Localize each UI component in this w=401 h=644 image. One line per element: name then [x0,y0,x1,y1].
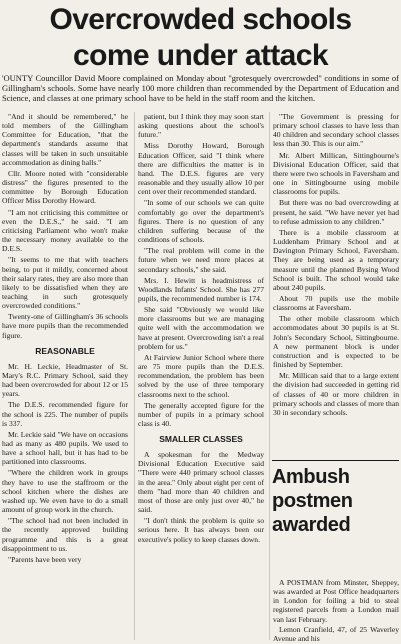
column-1-paragraphs [2,112,128,340]
column-2-continued [138,450,264,544]
sidebar-headline: Ambush postmen awarded [272,466,353,536]
article-paragraph: The D.E.S. recommended figure for the school is 225. The number of pupils is 337. [2,400,128,428]
subhead-smaller-classes: SMALLER CLASSES [159,434,243,445]
article-paragraph: There is a mobile classroom at Luddenham Primary School and at Davington Primary School, Faversham. They are being used as a temporary measure until the planned Bysing Wood School is built. The school would take about 240 pupils. [273,227,399,292]
article-paragraph: Mr. Albert Millican, Sittingbourne's Divisional Education Officer, said that there were two schools in Faversham and one in Sittingbourne using mobile classrooms for pupils. [273,150,399,197]
sidebar-rule [272,460,399,461]
article-paragraph: "It seems to me that with teachers being, to put it mildly, concerned about their salary rates, they are also more than likely to be dissatisfied when they are teaching in such grotesquely overcrowded conditions." [2,255,128,311]
article-paragraph: Twenty-one of Gillingham's 36 schools have more pupils than the recommended figure. [2,312,128,340]
article-paragraph: Mrs. I. Hewitt is headmistress of Woodlands Infants' School. She has 277 pupils, the recommended number is 174. [138,275,264,303]
article-paragraph: A spokesman for the Medway Divisional Education Executive said "There were 440 primary school classes in the area." Only about eight per cent of them "had more than 40 children and most of those are only just over 40," he said. [138,450,264,515]
column-rule [269,112,270,640]
sidebar-body [273,578,399,644]
article-paragraph: "I am not criticising this committee or even the D.E.S.," he said. "I am criticising Parliament who won't make the necessary money available to the D.E.S. [2,207,128,254]
article-column-3 [273,112,399,419]
article-paragraph: About 70 pupils use the mobile classrooms at Faversham. [273,293,399,313]
sidebar-paragraph: A POSTMAN from Minster, Sheppey, was awarded at Post Office headquarters in London for foiling a bid to steal registered parcels from a London mail van last February. [273,578,399,624]
article-paragraph: Miss Dorothy Howard, Borough Education Officer, said "I think where there are difficulties the matter is in hand. The D.E.S. figures are very reasonable and they usually allow 10 per cent over their recommended standard. [138,141,264,197]
article-paragraph: Mr. H. Leckie, Headmaster of St. Mary's R.C. Primary School, said they had been overcrowded for about 12 or 15 years. [2,361,128,399]
article-paragraph: "Parents have been very [8,554,82,564]
article-paragraph: "The real problem will come in the future when we need more places at secondary schools," she said. [138,246,264,274]
article-paragraph: patient, but I think they may soon start asking questions about the school's future." [138,112,264,140]
article-column-2 [138,112,264,546]
article-paragraph: "The Government is pressing for primary school classes to have less than 40 children and secondary school classes less than 30. This is our aim." [273,112,399,149]
article-paragraph: Cllr. Moore noted with "considerable distress" the figures presented to the committee by Borough Education Officer Miss Dorothy Howard. [2,168,128,206]
column-3-paragraphs [273,112,399,417]
article-paragraph: "In some of our schools we can quite comfortably go over the department's figures. There is no question of any children suffering because of the conditions of schools. [138,198,264,245]
article-paragraph: Mr. Millican said that to a large extent the division had succeeded in getting rid of classes of 40 or more children in primary schools and classes of more than 30 in secondary schools. [273,371,399,417]
sidebar-paragraph: Lemon Cranfield, 47, of 25 Waverley Avenue and his [273,624,399,643]
column-rule [134,112,135,640]
article-paragraph: The generally accepted figure for the number of pupils in a primary school class is 40. [138,400,264,428]
subhead-reasonable: REASONABLE [35,345,95,356]
headline-line-2: come under attack [73,39,328,72]
article-column-1 [2,112,128,566]
article-paragraph: Mr. Leckie said "We have on occasions had as many as 480 pupils. We used to have a school hall, but it has had to be partitioned into classrooms. [2,429,128,467]
article-paragraph: "Where the children work in groups they have to use the staffroom or the school kitchen where the dishes are washed up. We even have to do a small amount of group work in the church. [2,468,128,515]
headline-line-1: Overcrowded schools [49,3,352,36]
column-2-paragraphs [138,112,264,428]
article-paragraph: The other mobile classroom which accommodates about 30 pupils is at St. John's Secondary School, Sittingbourne. A new permanent block is under construction and is expected to be finished by September. [273,314,399,370]
article-paragraph: "And it should be remembered," he told members of the Gillingham Committee for Education, "that the department's standards assume that classes will be taken in such unsuitable accommodation as dining halls." [2,112,128,167]
column-1-continued [2,362,128,564]
article-paragraph: "I don't think the problem is quite so serious here. It has always been our executive's policy to keep classes down. [138,516,264,544]
article-paragraph: At Fairview Junior School where there are 75 more pupils than the D.E.S. recommendation, the problem has been solved by the use of three temporary classrooms next to the school. [138,352,264,399]
article-headline [0,2,401,74]
article-paragraph: "The school had not been included in the recently approved building programme and this is a great disappointment to us. [2,516,128,553]
article-paragraph: But there was no bad overcrowding at present, he said. "We have never yet had to refuse admission to any children." [273,198,399,226]
article-lead: 'OUNTY Councillor David Moore complained on Monday about "grotesquely overcrowded" conditions in some of Gillingham's schools. Some have nearly 100 more children than recommended by the Department of Education and Science, and classes at one primary school have to be held in the staff room and the kitchen. [2,73,399,104]
article-paragraph: She said "Obviously we would like more classrooms but we are managing quite well with the accommodation we have at present. Overcrowding isn't a real problem for us." [138,305,264,351]
